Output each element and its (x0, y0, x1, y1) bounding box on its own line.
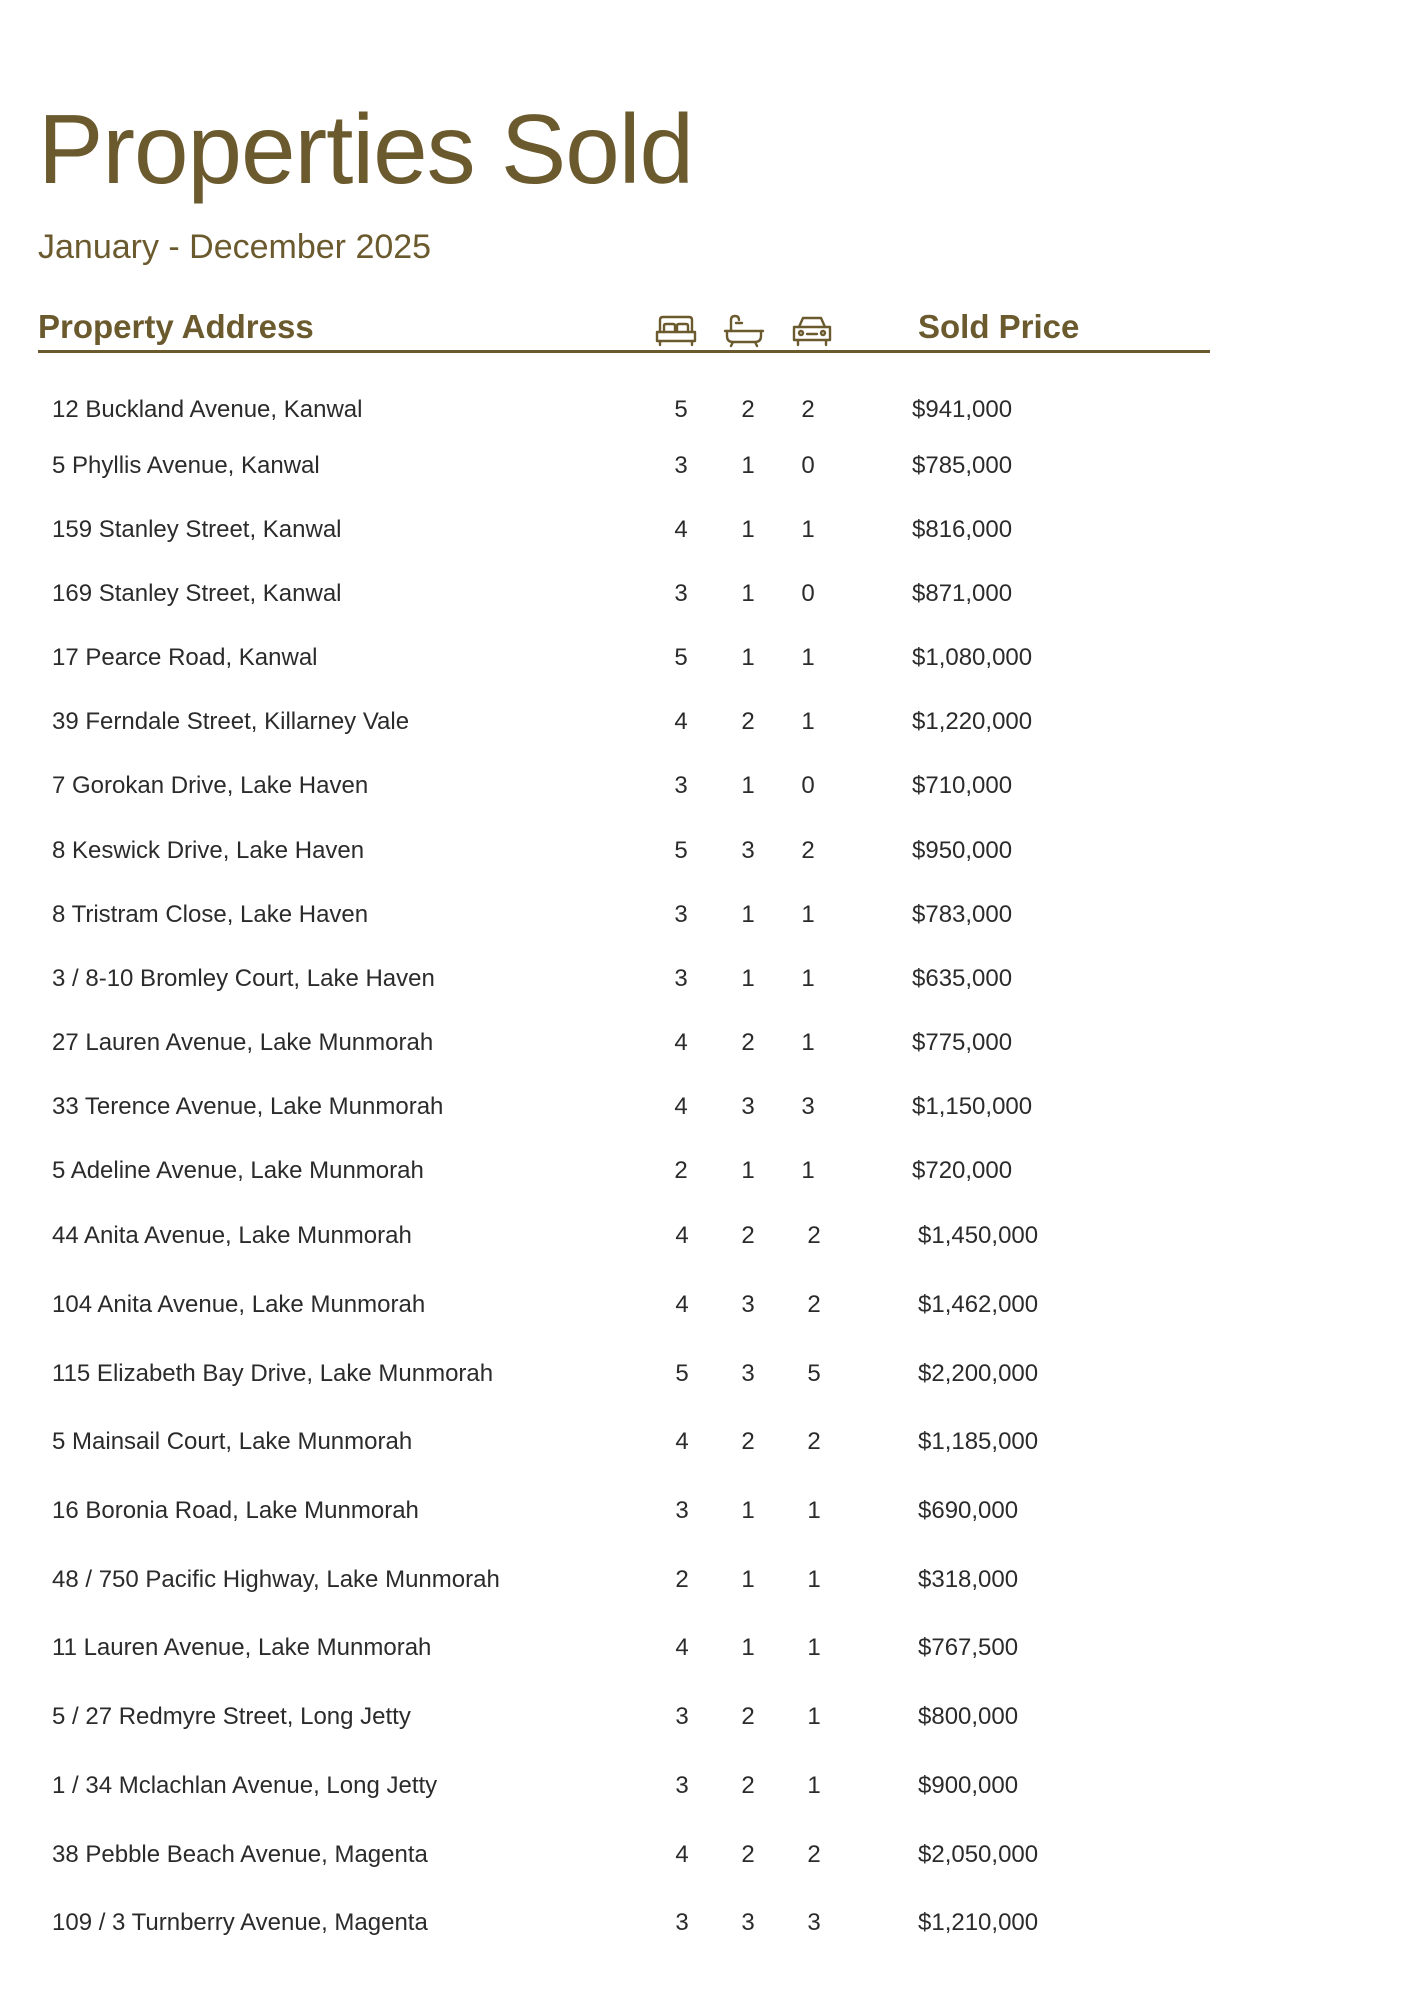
bedrooms-count: 4 (674, 516, 688, 543)
car-spaces-count: 1 (807, 1772, 821, 1799)
table-row (0, 1697, 1414, 1737)
bedrooms-count: 3 (674, 772, 688, 799)
bedrooms-count: 3 (675, 1909, 689, 1936)
sold-price: $871,000 (912, 580, 1013, 607)
bathrooms-count: 2 (741, 708, 755, 735)
table-row (0, 831, 1414, 871)
sold-price: $710,000 (912, 772, 1013, 799)
property-address: 159 Stanley Street, Kanwal (52, 516, 342, 543)
car-spaces-count: 1 (801, 644, 815, 671)
sold-price: $1,210,000 (918, 1909, 1039, 1936)
date-range-subtitle: January - December 2025 (38, 228, 432, 266)
car-spaces-count: 0 (801, 580, 815, 607)
car-spaces-count: 1 (807, 1703, 821, 1730)
property-address: 48 / 750 Pacific Highway, Lake Munmorah (52, 1566, 500, 1593)
sold-price: $690,000 (918, 1497, 1019, 1524)
bedrooms-count: 3 (675, 1772, 689, 1799)
sold-price: $1,220,000 (912, 708, 1033, 735)
table-row (0, 510, 1414, 550)
bathrooms-count: 3 (741, 1909, 755, 1936)
sold-price: $720,000 (912, 1157, 1013, 1184)
bedrooms-count: 4 (675, 1841, 689, 1868)
sold-price: $1,450,000 (918, 1222, 1039, 1249)
bedrooms-count: 4 (675, 1222, 689, 1249)
car-spaces-count: 1 (801, 516, 815, 543)
sold-price: $2,050,000 (918, 1841, 1039, 1868)
bathrooms-count: 2 (741, 1222, 755, 1249)
sold-price: $900,000 (918, 1772, 1019, 1799)
address-column-header: Property Address (38, 308, 314, 345)
car-spaces-count: 1 (801, 708, 815, 735)
table-row (0, 1628, 1414, 1668)
car-spaces-count: 2 (807, 1841, 821, 1868)
table-row (0, 1835, 1414, 1875)
table-row (0, 1491, 1414, 1531)
bathrooms-count: 1 (741, 965, 755, 992)
bathrooms-count: 1 (741, 1566, 755, 1593)
table-row (0, 638, 1414, 678)
sold-price: $775,000 (912, 1029, 1013, 1056)
bedrooms-count: 2 (675, 1566, 689, 1593)
car-spaces-count: 0 (801, 452, 815, 479)
table-row (0, 1023, 1414, 1063)
property-address: 33 Terence Avenue, Lake Munmorah (52, 1093, 444, 1120)
bathrooms-count: 2 (741, 1029, 755, 1056)
bedrooms-count: 3 (674, 580, 688, 607)
property-address: 5 / 27 Redmyre Street, Long Jetty (52, 1703, 411, 1730)
property-address: 5 Phyllis Avenue, Kanwal (52, 452, 320, 479)
table-row (0, 1560, 1414, 1600)
car-spaces-count: 3 (807, 1909, 821, 1936)
car-spaces-count: 2 (807, 1428, 821, 1455)
property-address: 8 Tristram Close, Lake Haven (52, 901, 369, 928)
bathrooms-count: 1 (741, 1634, 755, 1661)
property-address: 169 Stanley Street, Kanwal (52, 580, 342, 607)
car-icon (790, 314, 834, 348)
bathrooms-count: 2 (741, 1428, 755, 1455)
bathrooms-count: 3 (741, 1093, 755, 1120)
page-title: Properties Sold (38, 94, 694, 204)
table-row (0, 390, 1414, 430)
car-spaces-count: 2 (807, 1291, 821, 1318)
bedrooms-count: 5 (674, 396, 688, 423)
table-row (0, 1766, 1414, 1806)
bedrooms-count: 4 (674, 708, 688, 735)
bedrooms-count: 4 (675, 1428, 689, 1455)
bathrooms-count: 1 (741, 772, 755, 799)
car-spaces-count: 1 (801, 965, 815, 992)
property-address: 3 / 8-10 Bromley Court, Lake Haven (52, 965, 435, 992)
bathrooms-count: 1 (741, 516, 755, 543)
table-row (0, 1216, 1414, 1256)
sold-price: $635,000 (912, 965, 1013, 992)
table-row (0, 574, 1414, 614)
table-row (0, 1285, 1414, 1325)
bedrooms-count: 4 (674, 1093, 688, 1120)
car-spaces-count: 2 (807, 1222, 821, 1249)
sold-price: $941,000 (912, 396, 1013, 423)
bedrooms-count: 5 (675, 1360, 689, 1387)
bathrooms-count: 3 (741, 1291, 755, 1318)
table-header (38, 304, 1210, 353)
sold-price: $1,462,000 (918, 1291, 1039, 1318)
table-row (0, 1354, 1414, 1394)
sold-price: $800,000 (918, 1703, 1019, 1730)
bed-icon (654, 314, 698, 348)
table-row (0, 895, 1414, 935)
table-row (0, 1903, 1414, 1943)
bathrooms-count: 2 (741, 1703, 755, 1730)
car-spaces-count: 1 (801, 1157, 815, 1184)
property-address: 115 Elizabeth Bay Drive, Lake Munmorah (52, 1360, 494, 1387)
bedrooms-count: 5 (674, 644, 688, 671)
car-spaces-count: 1 (807, 1566, 821, 1593)
bathrooms-count: 3 (741, 837, 755, 864)
property-address: 11 Lauren Avenue, Lake Munmorah (52, 1634, 432, 1661)
table-row (0, 1422, 1414, 1462)
bathrooms-count: 2 (741, 396, 755, 423)
table-row (0, 1151, 1414, 1191)
car-spaces-count: 3 (801, 1093, 815, 1120)
bathrooms-count: 2 (741, 1841, 755, 1868)
car-spaces-count: 2 (801, 396, 815, 423)
table-row (0, 766, 1414, 806)
car-spaces-count: 1 (801, 1029, 815, 1056)
sold-price: $1,080,000 (912, 644, 1033, 671)
bathrooms-count: 1 (741, 901, 755, 928)
bedrooms-count: 3 (675, 1497, 689, 1524)
car-spaces-count: 1 (807, 1497, 821, 1524)
bedrooms-count: 3 (674, 965, 688, 992)
property-address: 44 Anita Avenue, Lake Munmorah (52, 1222, 412, 1249)
sold-price: $318,000 (918, 1566, 1019, 1593)
car-spaces-count: 0 (801, 772, 815, 799)
bedrooms-count: 2 (674, 1157, 688, 1184)
property-address: 39 Ferndale Street, Killarney Vale (52, 708, 410, 735)
car-spaces-count: 2 (801, 837, 815, 864)
property-address: 38 Pebble Beach Avenue, Magenta (52, 1841, 428, 1868)
bath-icon (722, 314, 766, 348)
table-row (0, 1087, 1414, 1127)
bathrooms-count: 1 (741, 1157, 755, 1184)
bedrooms-count: 4 (675, 1291, 689, 1318)
property-address: 8 Keswick Drive, Lake Haven (52, 837, 365, 864)
property-address: 104 Anita Avenue, Lake Munmorah (52, 1291, 426, 1318)
bedrooms-count: 3 (675, 1703, 689, 1730)
bedrooms-count: 4 (674, 1029, 688, 1056)
bedrooms-count: 3 (674, 901, 688, 928)
sold-price: $785,000 (912, 452, 1013, 479)
bathrooms-count: 1 (741, 1497, 755, 1524)
sold-price: $767,500 (918, 1634, 1019, 1661)
bathrooms-count: 1 (741, 644, 755, 671)
bathrooms-count: 3 (741, 1360, 755, 1387)
bathrooms-count: 2 (741, 1772, 755, 1799)
bathrooms-count: 1 (741, 580, 755, 607)
sold-price: $816,000 (912, 516, 1013, 543)
sold-price: $1,185,000 (918, 1428, 1039, 1455)
property-address: 17 Pearce Road, Kanwal (52, 644, 318, 671)
table-row (0, 702, 1414, 742)
bedrooms-count: 3 (674, 452, 688, 479)
bedrooms-count: 5 (674, 837, 688, 864)
bathrooms-count: 1 (741, 452, 755, 479)
property-address: 16 Boronia Road, Lake Munmorah (52, 1497, 419, 1524)
property-address: 12 Buckland Avenue, Kanwal (52, 396, 363, 423)
car-spaces-count: 1 (801, 901, 815, 928)
car-spaces-count: 1 (807, 1634, 821, 1661)
property-address: 109 / 3 Turnberry Avenue, Magenta (52, 1909, 428, 1936)
table-row (0, 959, 1414, 999)
sold-price-column-header: Sold Price (918, 308, 1080, 345)
sold-price: $2,200,000 (918, 1360, 1039, 1387)
sold-price: $783,000 (912, 901, 1013, 928)
property-address: 27 Lauren Avenue, Lake Munmorah (52, 1029, 434, 1056)
car-spaces-count: 5 (807, 1360, 821, 1387)
sold-price: $1,150,000 (912, 1093, 1033, 1120)
property-address: 1 / 34 Mclachlan Avenue, Long Jetty (52, 1772, 438, 1799)
property-address: 5 Mainsail Court, Lake Munmorah (52, 1428, 413, 1455)
property-address: 7 Gorokan Drive, Lake Haven (52, 772, 369, 799)
bedrooms-count: 4 (675, 1634, 689, 1661)
sold-price: $950,000 (912, 837, 1013, 864)
table-row (0, 446, 1414, 486)
property-address: 5 Adeline Avenue, Lake Munmorah (52, 1157, 424, 1184)
